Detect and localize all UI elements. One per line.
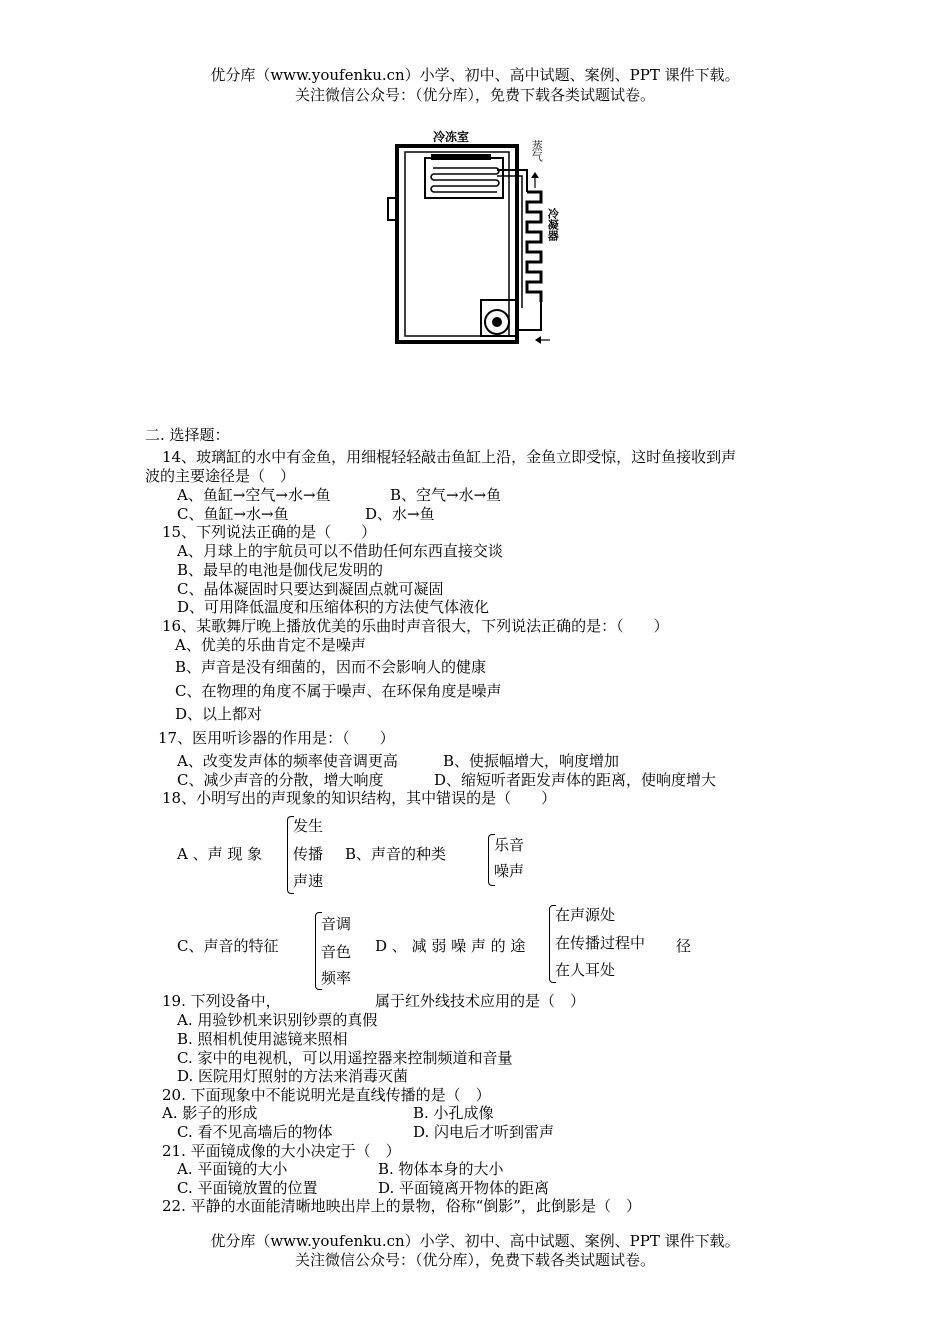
q17-stem: 17、医用听诊器的作用是：（ ） xyxy=(158,729,395,747)
q17-option-d: D、缩短听者距发声体的距离，使响度增大 xyxy=(434,771,717,789)
q14-option-a: A、鱼缸→空气→水→鱼 xyxy=(177,486,331,504)
q14-stem-line2: 波的主要途径是（ ） xyxy=(145,467,296,485)
q16-option-d: D、以上都对 xyxy=(175,705,263,723)
q22-stem: 22. 平静的水面能清晰地映出岸上的景物，俗称“倒影”，此倒影是（ ） xyxy=(162,1197,641,1215)
header-line-1: 优分库（www.youfenku.cn）小学、初中、高中试题、案例、PPT 课件下载。 xyxy=(210,66,740,84)
q14-option-c: C、鱼缸→水→鱼 xyxy=(177,505,289,523)
q17-option-b: B、使振幅增大，响度增加 xyxy=(443,752,620,770)
q20-option-c: C. 看不见高墙后的物体 xyxy=(177,1123,333,1141)
q18-b-item: 乐音 xyxy=(494,836,525,854)
q15-stem: 15、下列说法正确的是（ ） xyxy=(162,523,377,541)
q18-stem: 18、小明写出的声现象的知识结构，其中错误的是（ ） xyxy=(162,789,557,807)
footer-line-2: 关注微信公众号：（优分库），免费下载各类试题试卷。 xyxy=(294,1251,655,1269)
q15-option-b: B、最早的电池是伽伐尼发明的 xyxy=(177,561,384,579)
q18-a-item: 声速 xyxy=(293,872,324,890)
q20-stem: 20. 下面现象中不能说明光是直线传播的是（ ） xyxy=(162,1086,491,1104)
q18-d-item: 在传播过程中 xyxy=(555,934,646,952)
q19-stem-part1: 19. 下列设备中， xyxy=(162,992,281,1010)
q17-option-a: A、改变发声体的频率使音调更高 xyxy=(177,752,398,770)
q18-c-label: C、声音的特征 xyxy=(177,937,279,955)
q21-option-b: B. 物体本身的大小 xyxy=(378,1160,504,1178)
q21-option-a: A. 平面镜的大小 xyxy=(177,1160,288,1178)
q14-option-b: B、空气→水→鱼 xyxy=(390,486,502,504)
q19-option-d: D. 医院用灯照射的方法来消毒灭菌 xyxy=(177,1067,409,1085)
q14-option-d: D、水→鱼 xyxy=(365,505,435,523)
q15-option-a: A、月球上的宇航员可以不借助任何东西直接交谈 xyxy=(177,542,503,560)
freezer-label: 冷冻室 xyxy=(433,130,470,144)
q21-option-d: D. 平面镜离开物体的距离 xyxy=(378,1179,550,1197)
q14-stem-line1: 14、玻璃缸的水中有金鱼，用细棍轻轻敲击鱼缸上沿，金鱼立即受惊，这时鱼接收到声 xyxy=(162,448,737,466)
refrigerator-diagram-svg xyxy=(385,130,560,350)
header-line-2: 关注微信公众号：（优分库），免费下载各类试题试卷。 xyxy=(294,86,655,104)
q19-stem-part2: 属于红外线技术应用的是（ ） xyxy=(375,992,586,1010)
q20-option-b: B. 小孔成像 xyxy=(413,1104,494,1122)
q18-d-label: D 、 减 弱 噪 声 的 途 xyxy=(375,937,526,955)
q21-option-c: C. 平面镜放置的位置 xyxy=(177,1179,318,1197)
q16-option-b: B、声音是没有细菌的，因而不会影响人的健康 xyxy=(175,658,487,676)
q20-option-d: D. 闪电后才听到雷声 xyxy=(413,1123,555,1141)
q18-b-item: 噪声 xyxy=(494,862,525,880)
q21-stem: 21. 平面镜成像的大小决定于（ ） xyxy=(162,1142,401,1160)
q18-c-item: 频率 xyxy=(321,969,352,987)
q16-option-a: A、优美的乐曲肯定不是噪声 xyxy=(175,636,366,654)
condenser-label: 冷凝器 xyxy=(546,208,560,241)
q19-option-a: A. 用验钞机来识别钞票的真假 xyxy=(177,1011,378,1029)
vapor-label: 蒸气 xyxy=(530,140,544,162)
q18-c-item: 音色 xyxy=(321,943,352,961)
section-title: 二. 选择题： xyxy=(145,426,230,444)
q15-option-d: D、可用降低温度和压缩体积的方法使气体液化 xyxy=(177,598,490,616)
q18-d-suffix: 径 xyxy=(676,937,692,955)
q18-a-item: 传播 xyxy=(293,845,324,863)
q17-option-c: C、减少声音的分散，增大响度 xyxy=(177,771,384,789)
footer-line-1: 优分库（www.youfenku.cn）小学、初中、高中试题、案例、PPT 课件下载。 xyxy=(210,1232,740,1250)
q18-d-item: 在声源处 xyxy=(555,906,616,924)
q18-a-label: A 、声 现 象 xyxy=(177,845,263,863)
q18-c-item: 音调 xyxy=(321,915,352,933)
q16-stem: 16、某歌舞厅晚上播放优美的乐曲时声音很大，下列说法正确的是：（ ） xyxy=(162,617,669,635)
q16-option-c: C、在物理的角度不属于噪声、在环保角度是噪声 xyxy=(175,682,502,700)
q18-a-item: 发生 xyxy=(293,817,324,835)
q18-b-label: B、声音的种类 xyxy=(345,845,447,863)
q19-option-c: C. 家中的电视机，可以用遥控器来控制频道和音量 xyxy=(177,1049,513,1067)
refrigerator-diagram xyxy=(385,130,560,350)
q18-d-item: 在人耳处 xyxy=(555,961,616,979)
q15-option-c: C、晶体凝固时只要达到凝固点就可凝固 xyxy=(177,580,444,598)
q20-option-a: A. 影子的形成 xyxy=(162,1104,258,1122)
q19-option-b: B. 照相机使用滤镜来照相 xyxy=(177,1030,348,1048)
